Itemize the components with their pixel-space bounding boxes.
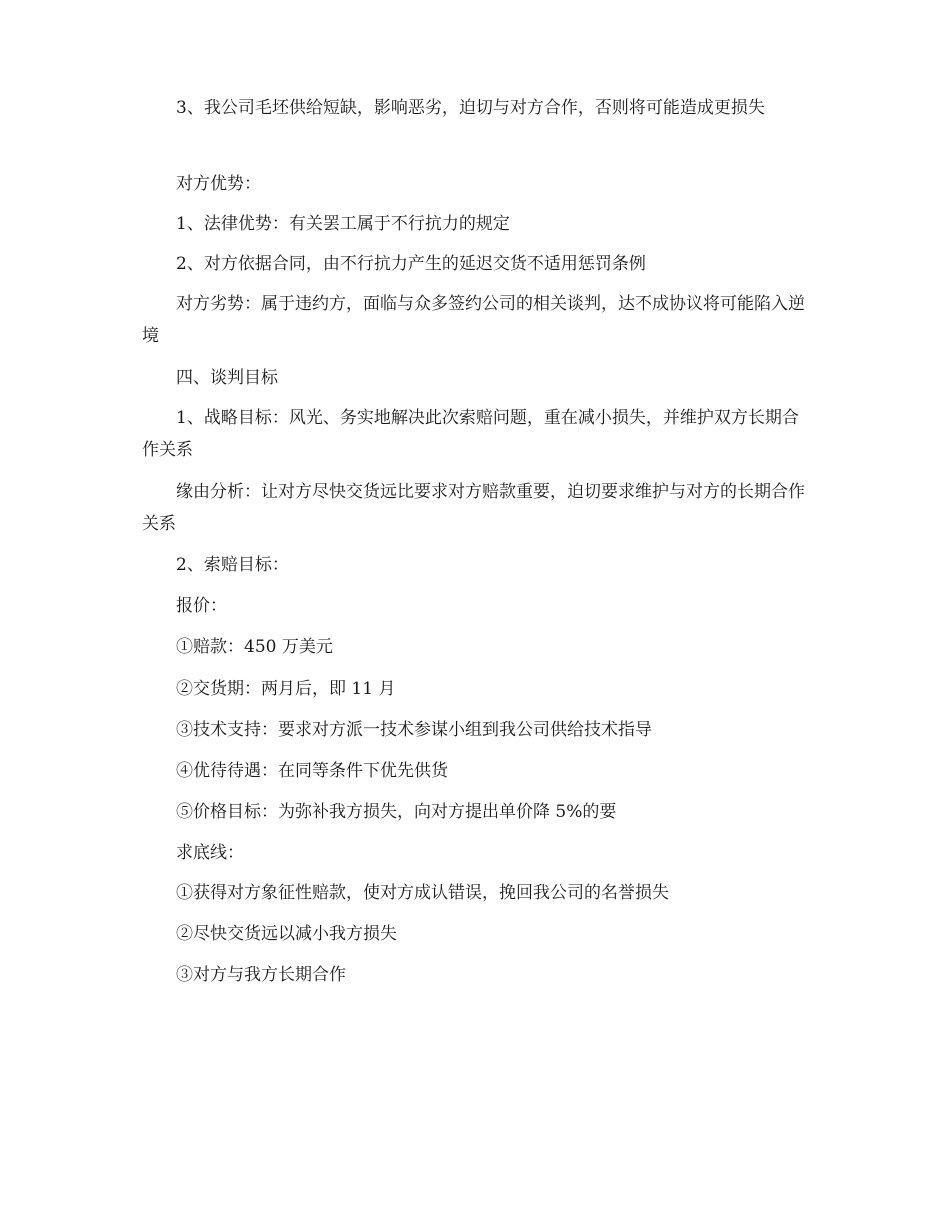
- paragraph-opponent-weaknesses: 对方劣势：属于违约方，面临与众多签约公司的相关谈判，达不成协议将可能陷入逆境: [142, 294, 805, 346]
- list-item-price-goal: ⑤价格目标：为弥补我方损失，向对方提出单价降 5%的要: [176, 802, 617, 822]
- paragraph-opponent-strengths: 对方优势：: [176, 174, 261, 194]
- paragraph-legal-advantage: 1、法律优势：有关罢工属于不行抗力的规定: [176, 214, 510, 234]
- list-item-preferential: ④优待待遇：在同等条件下优先供货: [176, 761, 448, 781]
- paragraph-reason-analysis: 缘由分析：让对方尽快交货远比要求对方赔款重要，迫切要求维护与对方的长期合作关系: [142, 482, 805, 534]
- list-item-symbolic-compensation: ①获得对方象征性赔款，使对方成认错误，挽回我公司的名誉损失: [176, 883, 669, 903]
- section-heading-negotiation-goals: 四、谈判目标: [176, 368, 278, 388]
- list-item-fast-delivery: ②尽快交货远以减小我方损失: [176, 924, 397, 944]
- list-item-delivery: ②交货期：两月后，即 11 月: [176, 679, 396, 699]
- paragraph-strategic-goal: 1、战略目标：风光、务实地解决此次索赔问题，重在减小损失，并维护双方长期合作关系: [142, 408, 799, 460]
- paragraph-bottom-line: 求底线：: [176, 843, 244, 863]
- paragraph-quotation: 报价：: [176, 596, 227, 616]
- list-item-compensation: ①赔款：450 万美元: [176, 637, 333, 657]
- list-item-tech-support: ③技术支持：要求对方派一技术参谋小组到我公司供给技术指导: [176, 720, 652, 740]
- paragraph-contract-advantage: 2、对方依据合同，由不行抗力产生的延迟交货不适用惩罚条例: [176, 254, 646, 274]
- list-item-long-term-cooperation: ③对方与我方长期合作: [176, 965, 346, 985]
- paragraph-supply-shortage: 3、我公司毛坯供给短缺，影响恶劣，迫切与对方合作，否则将可能造成更损失: [176, 98, 765, 118]
- paragraph-claim-goal: 2、索赔目标：: [176, 555, 289, 575]
